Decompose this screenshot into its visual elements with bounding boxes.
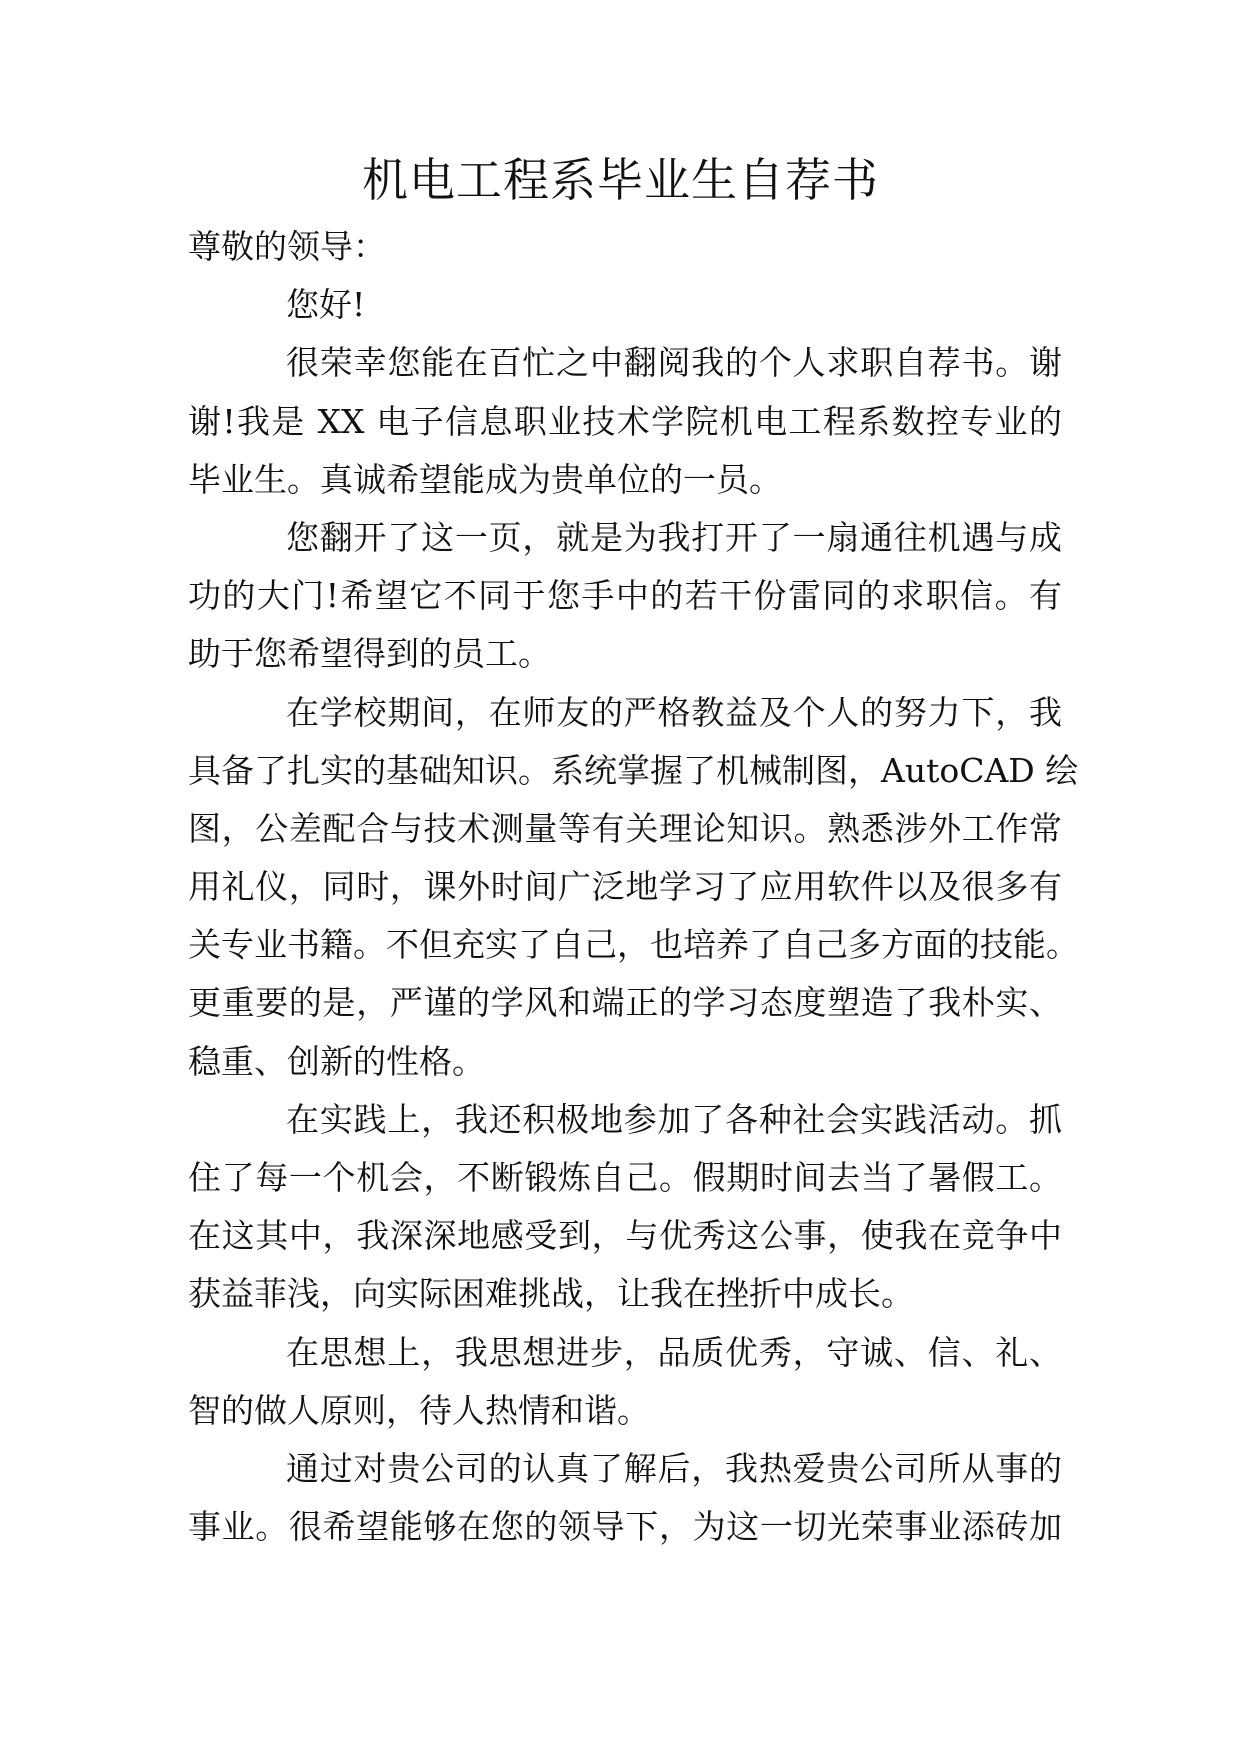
paragraph-line: 事业。很希望能够在您的领导下，为这一切光荣事业添砖加 <box>188 1507 1062 1547</box>
paragraph-line: 更重要的是，严谨的学风和端正的学习态度塑造了我朴实、 <box>188 983 1062 1023</box>
paragraph-line: 很荣幸您能在百忙之中翻阅我的个人求职自荐书。谢 <box>286 343 1062 383</box>
paragraph-line: 毕业生。真诚希望能成为贵单位的一员。 <box>188 459 782 499</box>
paragraph-line: 稳重、创新的性格。 <box>188 1041 485 1081</box>
paragraph-line: 获益菲浅，向实际困难挑战，让我在挫折中成长。 <box>188 1274 914 1314</box>
paragraph-line: 具备了扎实的基础知识。系统掌握了机械制图，AutoCAD 绘 <box>188 750 1079 790</box>
paragraph <box>188 1440 1062 1556</box>
paragraph <box>188 1324 1062 1440</box>
paragraph-line: 在实践上，我还积极地参加了各种社会实践活动。抓 <box>286 1099 1062 1139</box>
paragraph-line: 图，公差配合与技术测量等有关理论知识。熟悉涉外工作常 <box>188 808 1062 848</box>
document-body <box>188 218 1079 1556</box>
document-title: 机电工程系毕业生自荐书 <box>362 153 879 207</box>
paragraph <box>188 1091 1062 1324</box>
salutation: 尊敬的领导： <box>188 227 386 266</box>
paragraph-line: 关专业书籍。不但充实了自己，也培养了自己多方面的技能。 <box>188 925 1079 965</box>
paragraph-line: 通过对贵公司的认真了解后，我热爱贵公司所从事的 <box>286 1448 1062 1488</box>
paragraph <box>188 684 1079 1091</box>
paragraph-line: 在思想上，我思想进步，品质优秀，守诚、信、礼、 <box>286 1332 1062 1372</box>
paragraph-line: 在学校期间，在师友的严格教益及个人的努力下，我 <box>286 692 1062 732</box>
greeting: 您好! <box>286 285 366 325</box>
paragraph-line: 功的大门!希望它不同于您手中的若干份雷同的求职信。有 <box>188 576 1062 616</box>
paragraph <box>188 334 1062 509</box>
paragraph-line: 谢!我是 XX 电子信息职业技术学院机电工程系数控专业的 <box>188 401 1062 441</box>
paragraph <box>188 509 1062 684</box>
paragraph-line: 智的做人原则，待人热情和谐。 <box>188 1390 650 1430</box>
paragraph-line: 住了每一个机会，不断锻炼自己。假期时间去当了暑假工。 <box>188 1158 1062 1197</box>
paragraph-line: 在这其中，我深深地感受到，与优秀这公事，使我在竞争中 <box>188 1216 1062 1256</box>
paragraph-line: 助于您希望得到的员工。 <box>188 634 551 674</box>
paragraph-line: 您翻开了这一页，就是为我打开了一扇通往机遇与成 <box>286 517 1062 557</box>
paragraph-line: 用礼仪，同时，课外时间广泛地学习了应用软件以及很多有 <box>188 867 1062 907</box>
